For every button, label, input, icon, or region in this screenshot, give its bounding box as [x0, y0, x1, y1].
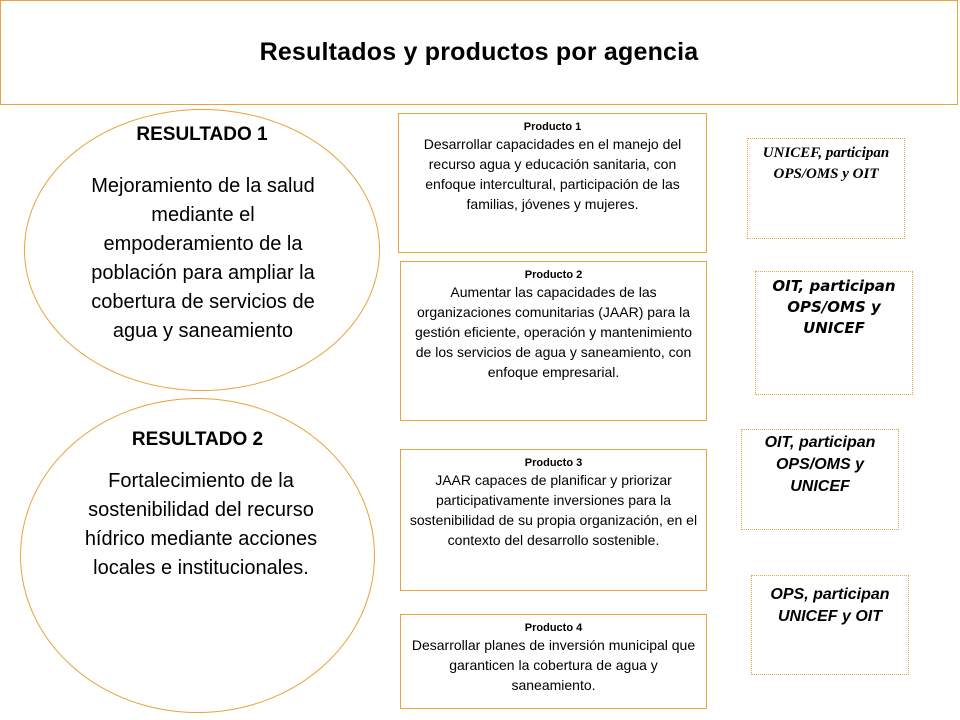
- agencia-3-text: OIT, participan OPS/OMS y UNICEF: [764, 434, 876, 495]
- agencia-1-text: UNICEF, participan OPS/OMS y OIT: [762, 145, 890, 182]
- producto-2-box: [400, 261, 707, 421]
- agencia-4-text: OPS, participan UNICEF y OIT: [770, 586, 890, 625]
- agencia-4-box: [751, 575, 909, 675]
- agencia-3-box: [741, 429, 899, 530]
- producto-2-text: Aumentar las capacidades de las organizaciones comunitarias (JAAR) para la gestión eficiente, operación y mantenimiento de los servicios de agua y saneamiento, con enfoque empresarial.: [414, 284, 693, 380]
- agencia-2-text: OIT, participan OPS/OMS y UNICEF: [772, 277, 896, 337]
- resultado-2-heading: RESULTADO 2: [131, 429, 264, 450]
- producto-3-text: JAAR capaces de planificar y priorizar participativamente inversiones para la sostenibilidad de su propia organización, en el contexto del desarrollo sostenible.: [409, 472, 698, 548]
- producto-4-text: Desarrollar planes de inversión municipal que garanticen la cobertura de agua y saneamiento.: [411, 637, 696, 693]
- resultado-1-heading: RESULTADO 1: [136, 124, 268, 145]
- page-title: Resultados y productos por agencia: [259, 38, 699, 66]
- producto-1-box: [398, 113, 707, 253]
- producto-3-label: Producto 3: [524, 457, 583, 469]
- resultado-1-ellipse: [24, 109, 380, 391]
- agencia-1-box: [747, 138, 905, 239]
- agencia-2-box: [755, 271, 913, 395]
- title-box: [0, 0, 958, 105]
- resultado-1-text: Mejoramiento de la salud mediante el empoderamiento de la población para ampliar la cobertura de servicios de agua y saneamiento: [91, 175, 315, 342]
- producto-4-label: Producto 4: [524, 622, 583, 634]
- resultado-2-text: Fortalecimiento de la sostenibilidad del recurso hídrico mediante acciones locales e institucionales.: [84, 470, 318, 579]
- producto-1-label: Producto 1: [523, 121, 582, 133]
- producto-2-label: Producto 2: [524, 269, 583, 281]
- producto-4-box: [400, 614, 707, 709]
- producto-1-text: Desarrollar capacidades en el manejo del recurso agua y educación sanitaria, con enfoque intercultural, participación de las familias, jóvenes y mujeres.: [423, 136, 682, 212]
- producto-3-box: [400, 449, 707, 591]
- resultado-2-ellipse: [20, 398, 375, 713]
